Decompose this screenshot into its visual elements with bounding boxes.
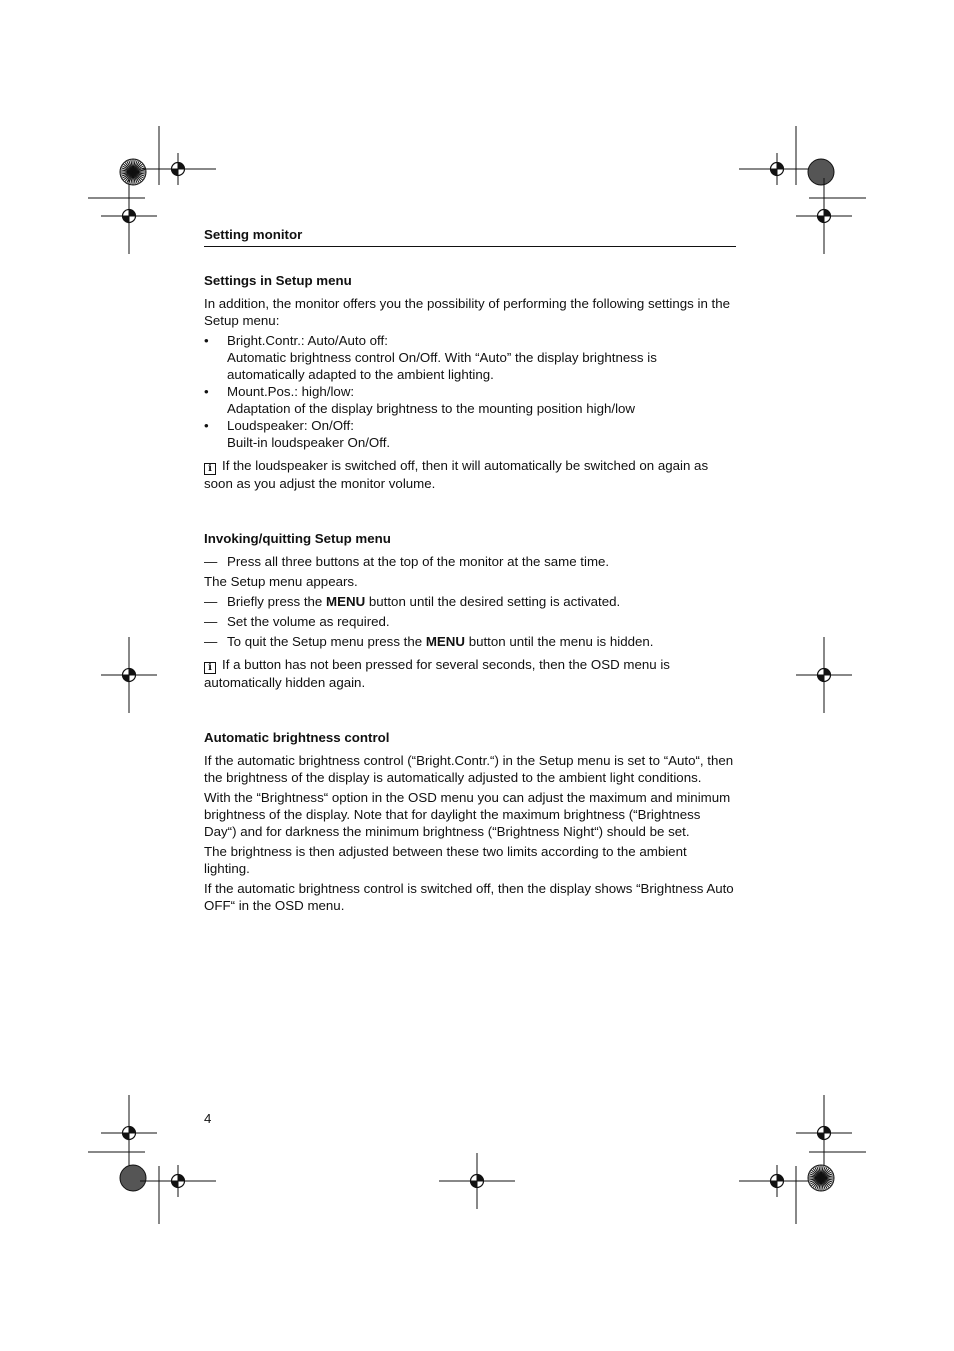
- step-item: [204, 633, 736, 650]
- section-heading: Settings in Setup menu: [204, 273, 352, 288]
- menu-key-label: MENU: [326, 594, 366, 609]
- bullet-item: [204, 417, 736, 451]
- target-quadrant: [471, 1181, 478, 1188]
- info-note-text: If the loudspeaker is switched off, then it will automatically be switched on again as soon as you adjust the monitor volume.: [204, 458, 709, 491]
- section-automatic-brightness-control: [204, 729, 736, 914]
- target-quadrant: [824, 669, 831, 676]
- target-quadrant: [818, 1133, 825, 1140]
- target-quadrant: [771, 169, 778, 176]
- info-icon: i: [204, 463, 216, 475]
- step-result: The Setup menu appears.: [204, 574, 358, 589]
- dash-glyph: —: [204, 554, 218, 569]
- target-quadrant: [123, 675, 130, 682]
- bullet-detail: Adaptation of the display brightness to the mounting position high/low: [227, 401, 636, 416]
- section-settings-in-setup-menu: [204, 272, 736, 492]
- target-quadrant: [818, 216, 825, 223]
- body-paragraph: The brightness is then adjusted between these two limits according to the ambient lighting.: [204, 844, 687, 876]
- bullet-glyph: •: [204, 384, 209, 399]
- page-number: 4: [204, 1111, 212, 1126]
- target-quadrant: [172, 169, 179, 176]
- target-quadrant: [123, 1133, 130, 1140]
- target-quadrant: [824, 1127, 831, 1134]
- bullet-title: Bright.Contr.: Auto/Auto off:: [227, 333, 388, 348]
- bullet-item: [204, 383, 736, 417]
- info-icon: i: [204, 662, 216, 674]
- dark-register-circle: [120, 1165, 146, 1191]
- section-heading: Automatic brightness control: [204, 730, 390, 745]
- dash-glyph: —: [204, 634, 218, 649]
- target-quadrant: [172, 1181, 179, 1188]
- step-text: button until the desired setting is activated.: [365, 594, 621, 609]
- step-text: Briefly press the: [227, 594, 327, 609]
- step-text: To quit the Setup menu press the: [227, 634, 426, 649]
- step-text: Press all three buttons at the top of the monitor at the same time.: [227, 554, 610, 569]
- dash-glyph: —: [204, 594, 218, 609]
- target-quadrant: [824, 210, 831, 217]
- bullet-item: [204, 332, 736, 383]
- target-quadrant: [129, 1127, 136, 1134]
- target-quadrant: [477, 1175, 484, 1182]
- step-text: button until the menu is hidden.: [465, 634, 654, 649]
- page-header-title: Setting monitor: [204, 226, 736, 247]
- bullet-glyph: •: [204, 418, 209, 433]
- step-item: [204, 593, 736, 610]
- target-quadrant: [777, 163, 784, 170]
- dash-glyph: —: [204, 614, 218, 629]
- dark-register-circle: [808, 159, 834, 185]
- bullet-detail: Built-in loudspeaker On/Off.: [227, 435, 391, 450]
- info-note-text: If a button has not been pressed for several seconds, then the OSD menu is automatically hidden again.: [204, 657, 670, 690]
- page-content: [204, 226, 736, 914]
- target-quadrant: [129, 669, 136, 676]
- body-paragraph: With the “Brightness“ option in the OSD menu you can adjust the maximum and minimum brightness of the display. Note that for daylight the maximum brightness (“Brightness Day“) and for darkness the minimum brightness (“Brightness Night“) should be set.: [204, 790, 731, 839]
- section-heading: Invoking/quitting Setup menu: [204, 531, 391, 546]
- info-note: [204, 457, 736, 492]
- bullet-glyph: •: [204, 333, 209, 348]
- info-note: [204, 656, 736, 691]
- target-quadrant: [178, 163, 185, 170]
- step-item: [204, 613, 736, 630]
- target-quadrant: [818, 675, 825, 682]
- body-paragraph: If the automatic brightness control is switched off, then the display shows “Brightness Auto OFF“ in the OSD menu.: [204, 881, 734, 913]
- bullet-title: Loudspeaker: On/Off:: [227, 418, 354, 433]
- step-text: Set the volume as required.: [227, 614, 390, 629]
- target-quadrant: [178, 1175, 185, 1182]
- target-quadrant: [771, 1181, 778, 1188]
- step-item: [204, 553, 736, 570]
- body-paragraph: If the automatic brightness control (“Bright.Contr.“) in the Setup menu is set to “Auto“, then the brightness of the display is automatically adjusted to the ambient light conditions.: [204, 753, 734, 785]
- target-quadrant: [123, 216, 130, 223]
- bullet-detail: Automatic brightness control On/Off. With “Auto” the display brightness is automatically adapted to the ambient lighting.: [227, 350, 657, 382]
- bullet-title: Mount.Pos.: high/low:: [227, 384, 355, 399]
- target-quadrant: [129, 210, 136, 217]
- intro-paragraph: In addition, the monitor offers you the possibility of performing the following settings in the Setup menu:: [204, 296, 731, 328]
- menu-key-label: MENU: [425, 634, 465, 649]
- target-quadrant: [777, 1175, 784, 1182]
- section-invoking-quitting-setup-menu: [204, 530, 736, 691]
